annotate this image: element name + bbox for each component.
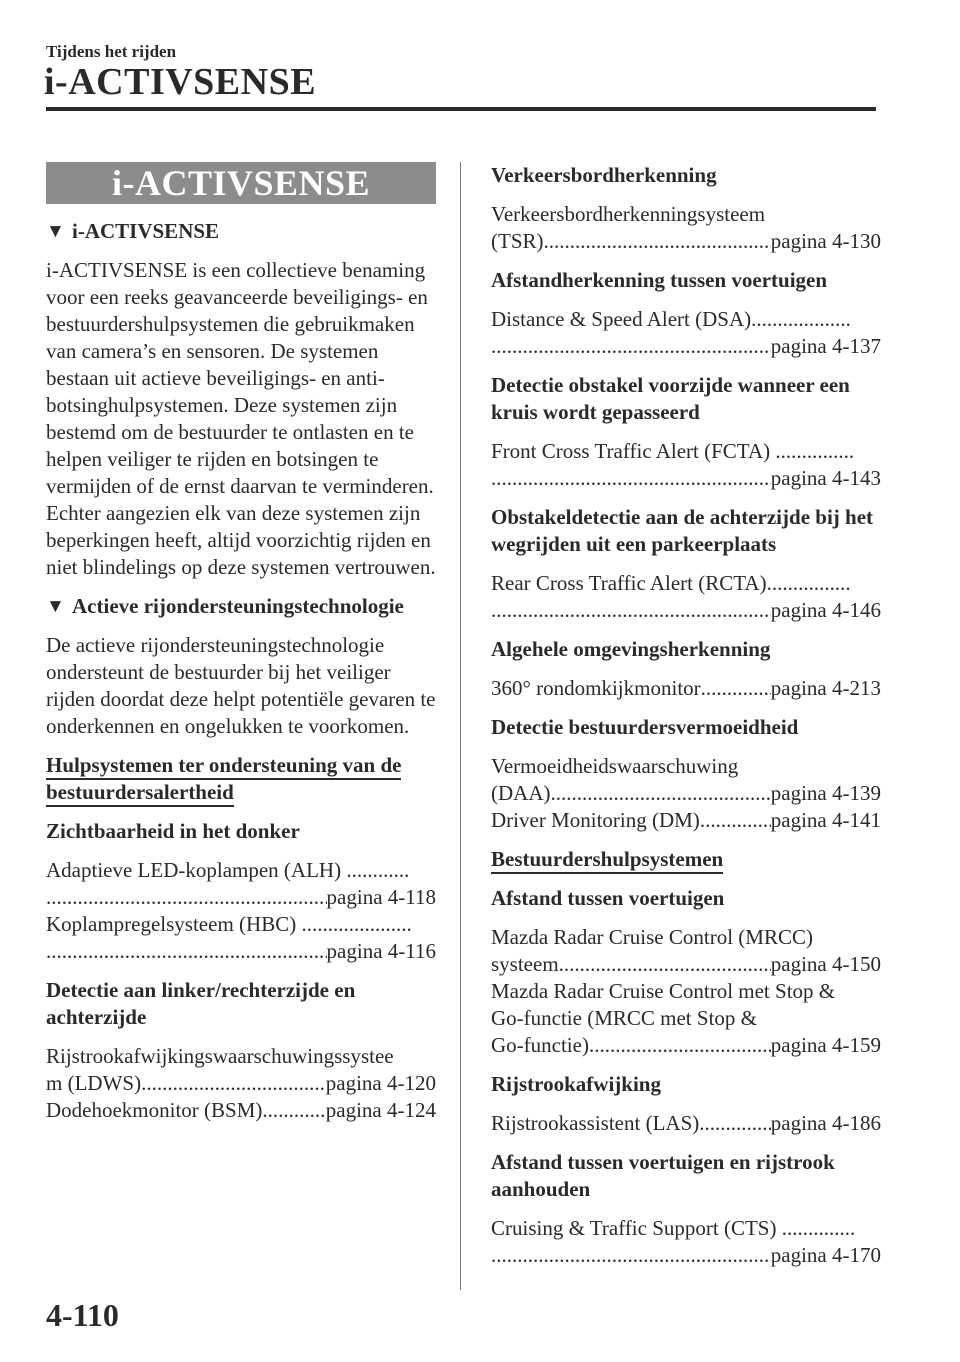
subheading-i-activsense [46,218,436,245]
heading-detectie-zijde: Detectie aan linker/rechterzijde en achterzijde [46,978,356,1029]
entry-label: Front Cross Traffic Alert (FCTA) ............... [491,439,855,463]
heading-verkeersbord: Verkeersbordherkenning [491,163,717,187]
subheading-actieve [46,593,436,620]
entry-label: Go-functie (MRCC met Stop & [491,1006,757,1030]
page-ref[interactable]: pagina 4-120 [325,1071,436,1095]
toc-entry-dsa[interactable] [491,306,881,360]
page-title: i-ACTIVSENSE [44,61,317,103]
toc-entry-cts[interactable] [491,1215,881,1269]
toc-entry-tsr[interactable]: Verkeersbordherkenningsysteem (TSR) ..... pagina 4-130 [491,201,881,255]
chapter-label: Tijdens het rijden [46,42,177,61]
heading-afstand: Afstand tussen voertuigen [491,886,725,910]
page-ref[interactable]: pagina 4-130 [770,229,881,253]
entry-label: Mazda Radar Cruise Control (MRCC) [491,925,813,949]
page-ref[interactable]: pagina 4-118 [326,885,436,909]
page-ref[interactable]: pagina 4-141 [770,808,881,832]
underlined-heading-hulpsystemen: Bestuurdershulpsystemen [491,846,881,873]
page-ref[interactable]: pagina 4-143 [770,466,881,490]
entry-label: Mazda Radar Cruise Control met Stop & [491,979,836,1003]
subheading-text: i-ACTIVSENSE [72,219,220,243]
toc-entry-ldws[interactable]: Rijstrookafwijkingswaarschuwingssystee m (LDWS) ..... pagina 4-120 Dodehoekmonitor (BSM) ..... pagina 4-124 [46,1043,436,1124]
page-ref[interactable]: pagina 4-124 [325,1098,436,1122]
underlined-heading-alertheid: Hulpsystemen ter ondersteuning van de bestuurdersalertheid [46,752,436,806]
toc-entry-rcta[interactable] [491,570,881,624]
right-column [491,162,881,1281]
entry-label: Vermoeidheidswaarschuwing [491,754,739,778]
page-ref[interactable]: pagina 4-159 [770,1033,881,1057]
entry-label: Rijstrookafwijkingswaarschuwingssystee [46,1044,394,1068]
heading-rijstrookafwijking: Rijstrookafwijking [491,1072,661,1096]
toc-entry-fcta[interactable] [491,438,881,492]
intro-paragraph: i-ACTIVSENSE is een collectieve benaming voor een reeks geavanceerde beveiligings- en bestuurdershulpsystemen die gebruikmaken van camera’s en sensoren. De systemen bestaan uit actieve beveiligings- en anti-botsinghulpsystemen. Deze systemen zijn bestemd om de bestuurder te ontlasten en te helpen veiliger te rijden en botsingen te vermijden of de ernst daarvan te verminderen. Echter aangezien elk van deze systemen zijn beperkingen heeft, altijd voorzichtig rijden en niet blindelings op deze systemen vertrouwen. [46,258,436,579]
header-rule [46,107,876,111]
toc-entry-daa[interactable]: Vermoeidheidswaarschuwing (DAA) ..... pagina 4-139 Driver Monitoring (DM) ..... pagina 4-141 [491,753,881,834]
triangle-bullet-icon: ▼ [46,221,65,242]
toc-entry-monitor[interactable]: 360° rondomkijkmonitor ..... pagina 4-213 [491,675,881,702]
entry-label: Rear Cross Traffic Alert (RCTA)................ [491,571,851,595]
page-ref[interactable]: pagina 4-137 [770,334,881,358]
technology-paragraph: De actieve rijondersteuningstechnologie ondersteunt de bestuurder bij het veiliger rijden doordat deze helpt potentiële gevaren te onderkennen en ongelukken te voorkomen. [46,633,436,738]
left-column [46,162,436,1136]
page-ref[interactable]: pagina 4-146 [770,598,881,622]
entry-label: Cruising & Traffic Support (CTS) .............. [491,1216,856,1240]
toc-entry-las[interactable]: Rijstrookassistent (LAS) ..... pagina 4-186 [491,1110,881,1137]
heading-rijstrook-aanhouden: Afstand tussen voertuigen en rijstrook aanhouden [491,1150,835,1201]
toc-entry-alh[interactable] [46,857,436,965]
heading-obstakel-voorzijde: Detectie obstakel voorzijde wanneer een kruis wordt gepasseerd [491,373,850,424]
heading-obstakel-achterzijde: Obstakeldetectie aan de achterzijde bij het wegrijden uit een parkeerplaats [491,505,874,556]
page-ref[interactable]: pagina 4-116 [326,939,436,963]
page-ref[interactable]: pagina 4-150 [770,952,881,976]
page-ref[interactable]: pagina 4-170 [770,1243,881,1267]
entry-label: Adaptieve LED-koplampen (ALH) ............ [46,858,410,882]
page-ref[interactable]: pagina 4-186 [770,1111,881,1135]
heading-vermoeidheid: Detectie bestuurdersvermoeidheid [491,715,799,739]
heading-zichtbaarheid: Zichtbaarheid in het donker [46,819,300,843]
entry-label: Koplampregelsysteem (HBC) ..................... [46,912,412,936]
toc-entry-mrcc[interactable]: Mazda Radar Cruise Control (MRCC) systeem ..... pagina 4-150 Mazda Radar Cruise Control met Stop & Go-functie (MRCC met Stop & Go-functie) ..... pagina 4-159 [491,924,881,1059]
triangle-bullet-icon: ▼ [46,596,65,617]
entry-label: Verkeersbordherkenningsysteem [491,202,766,226]
page-ref[interactable]: pagina 4-213 [770,676,881,700]
heading-omgeving: Algehele omgevingsherkenning [491,637,771,661]
page-number: 4-110 [46,1297,119,1333]
subheading-text: Actieve rijondersteuningstechnologie [72,594,404,618]
column-divider [460,162,461,1290]
section-banner: i-ACTIVSENSE [46,162,436,204]
page-ref[interactable]: pagina 4-139 [770,781,881,805]
entry-label: Distance & Speed Alert (DSA)................... [491,307,851,331]
heading-afstandherkenning: Afstandherkenning tussen voertuigen [491,268,828,292]
